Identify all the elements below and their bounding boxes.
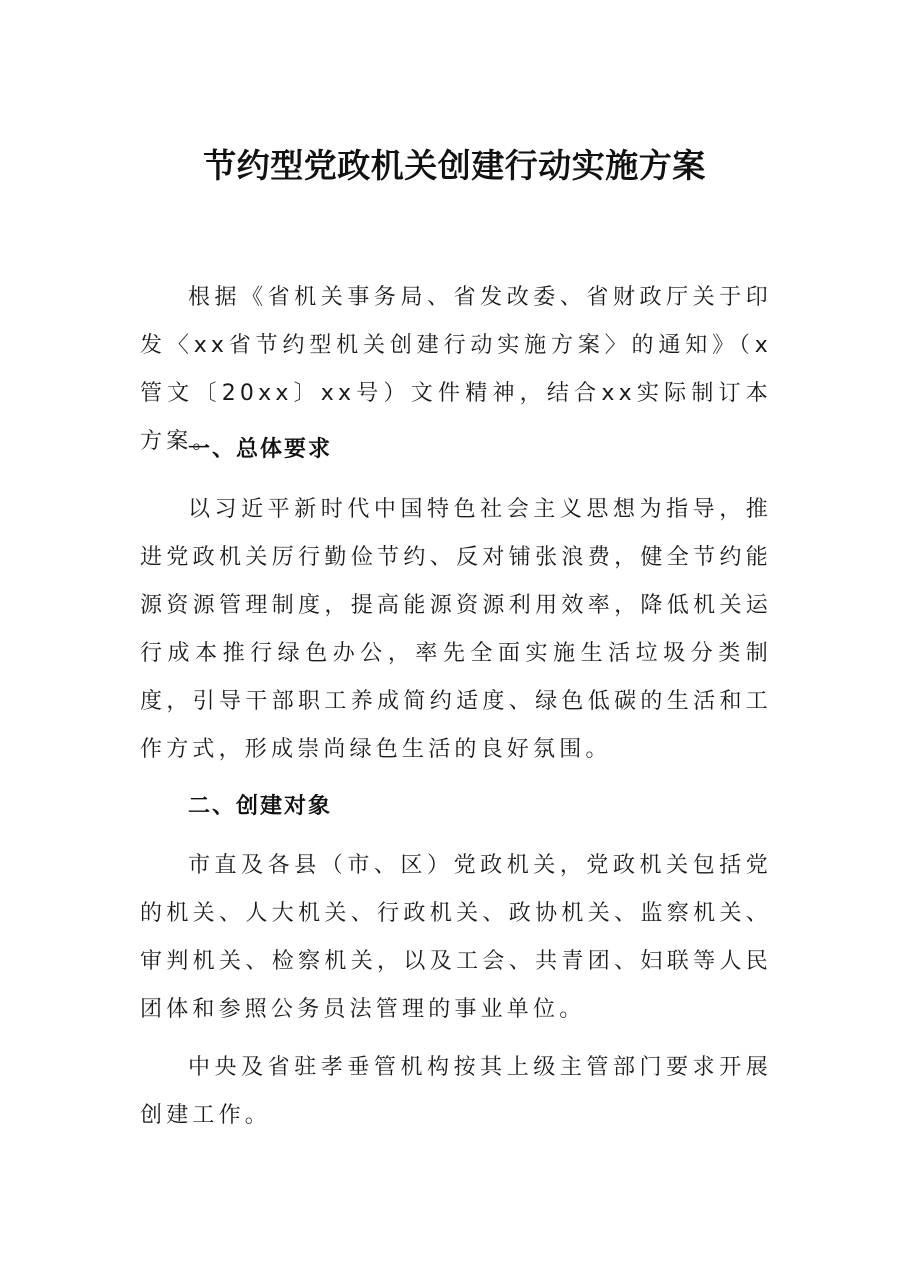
intro-paragraph: 根据《省机关事务局、省发改委、省财政厅关于印发〈xx省节约型机关创建行动实施方案〉的通知》（x管文〔20xx〕xx号）文件精神，结合xx实际制订本方案。 bbox=[140, 285, 772, 454]
section-heading-general-requirements: 一、总体要求 bbox=[188, 437, 333, 462]
section-heading-target-units: 二、创建对象 bbox=[188, 794, 333, 819]
section-paragraph-general-requirements: 以习近平新时代中国特色社会主义思想为指导，推进党政机关厉行勤俭节约、反对铺张浪费，健全节约能源资源管理制度，提高能源资源利用效率，降低机关运行成本推行绿色办公，率先全面实施生活垃圾分类制度，引导干部职工养成简约适度、绿色低碳的生活和工作方式，形成崇尚绿色生活的良好氛围。 bbox=[140, 497, 772, 762]
section-paragraph-target-units: 市直及各县（市、区）党政机关，党政机关包括党的机关、人大机关、行政机关、政协机关、监察机关、审判机关、检察机关，以及工会、共青团、妇联等人民团体和参照公务员法管理的事业单位。 bbox=[140, 853, 772, 1022]
section-paragraph-central-agencies: 中央及省驻孝垂管机构按其上级主管部门要求开展创建工作。 bbox=[140, 1055, 772, 1128]
document-title: 节约型党政机关创建行动实施方案 bbox=[203, 146, 706, 185]
